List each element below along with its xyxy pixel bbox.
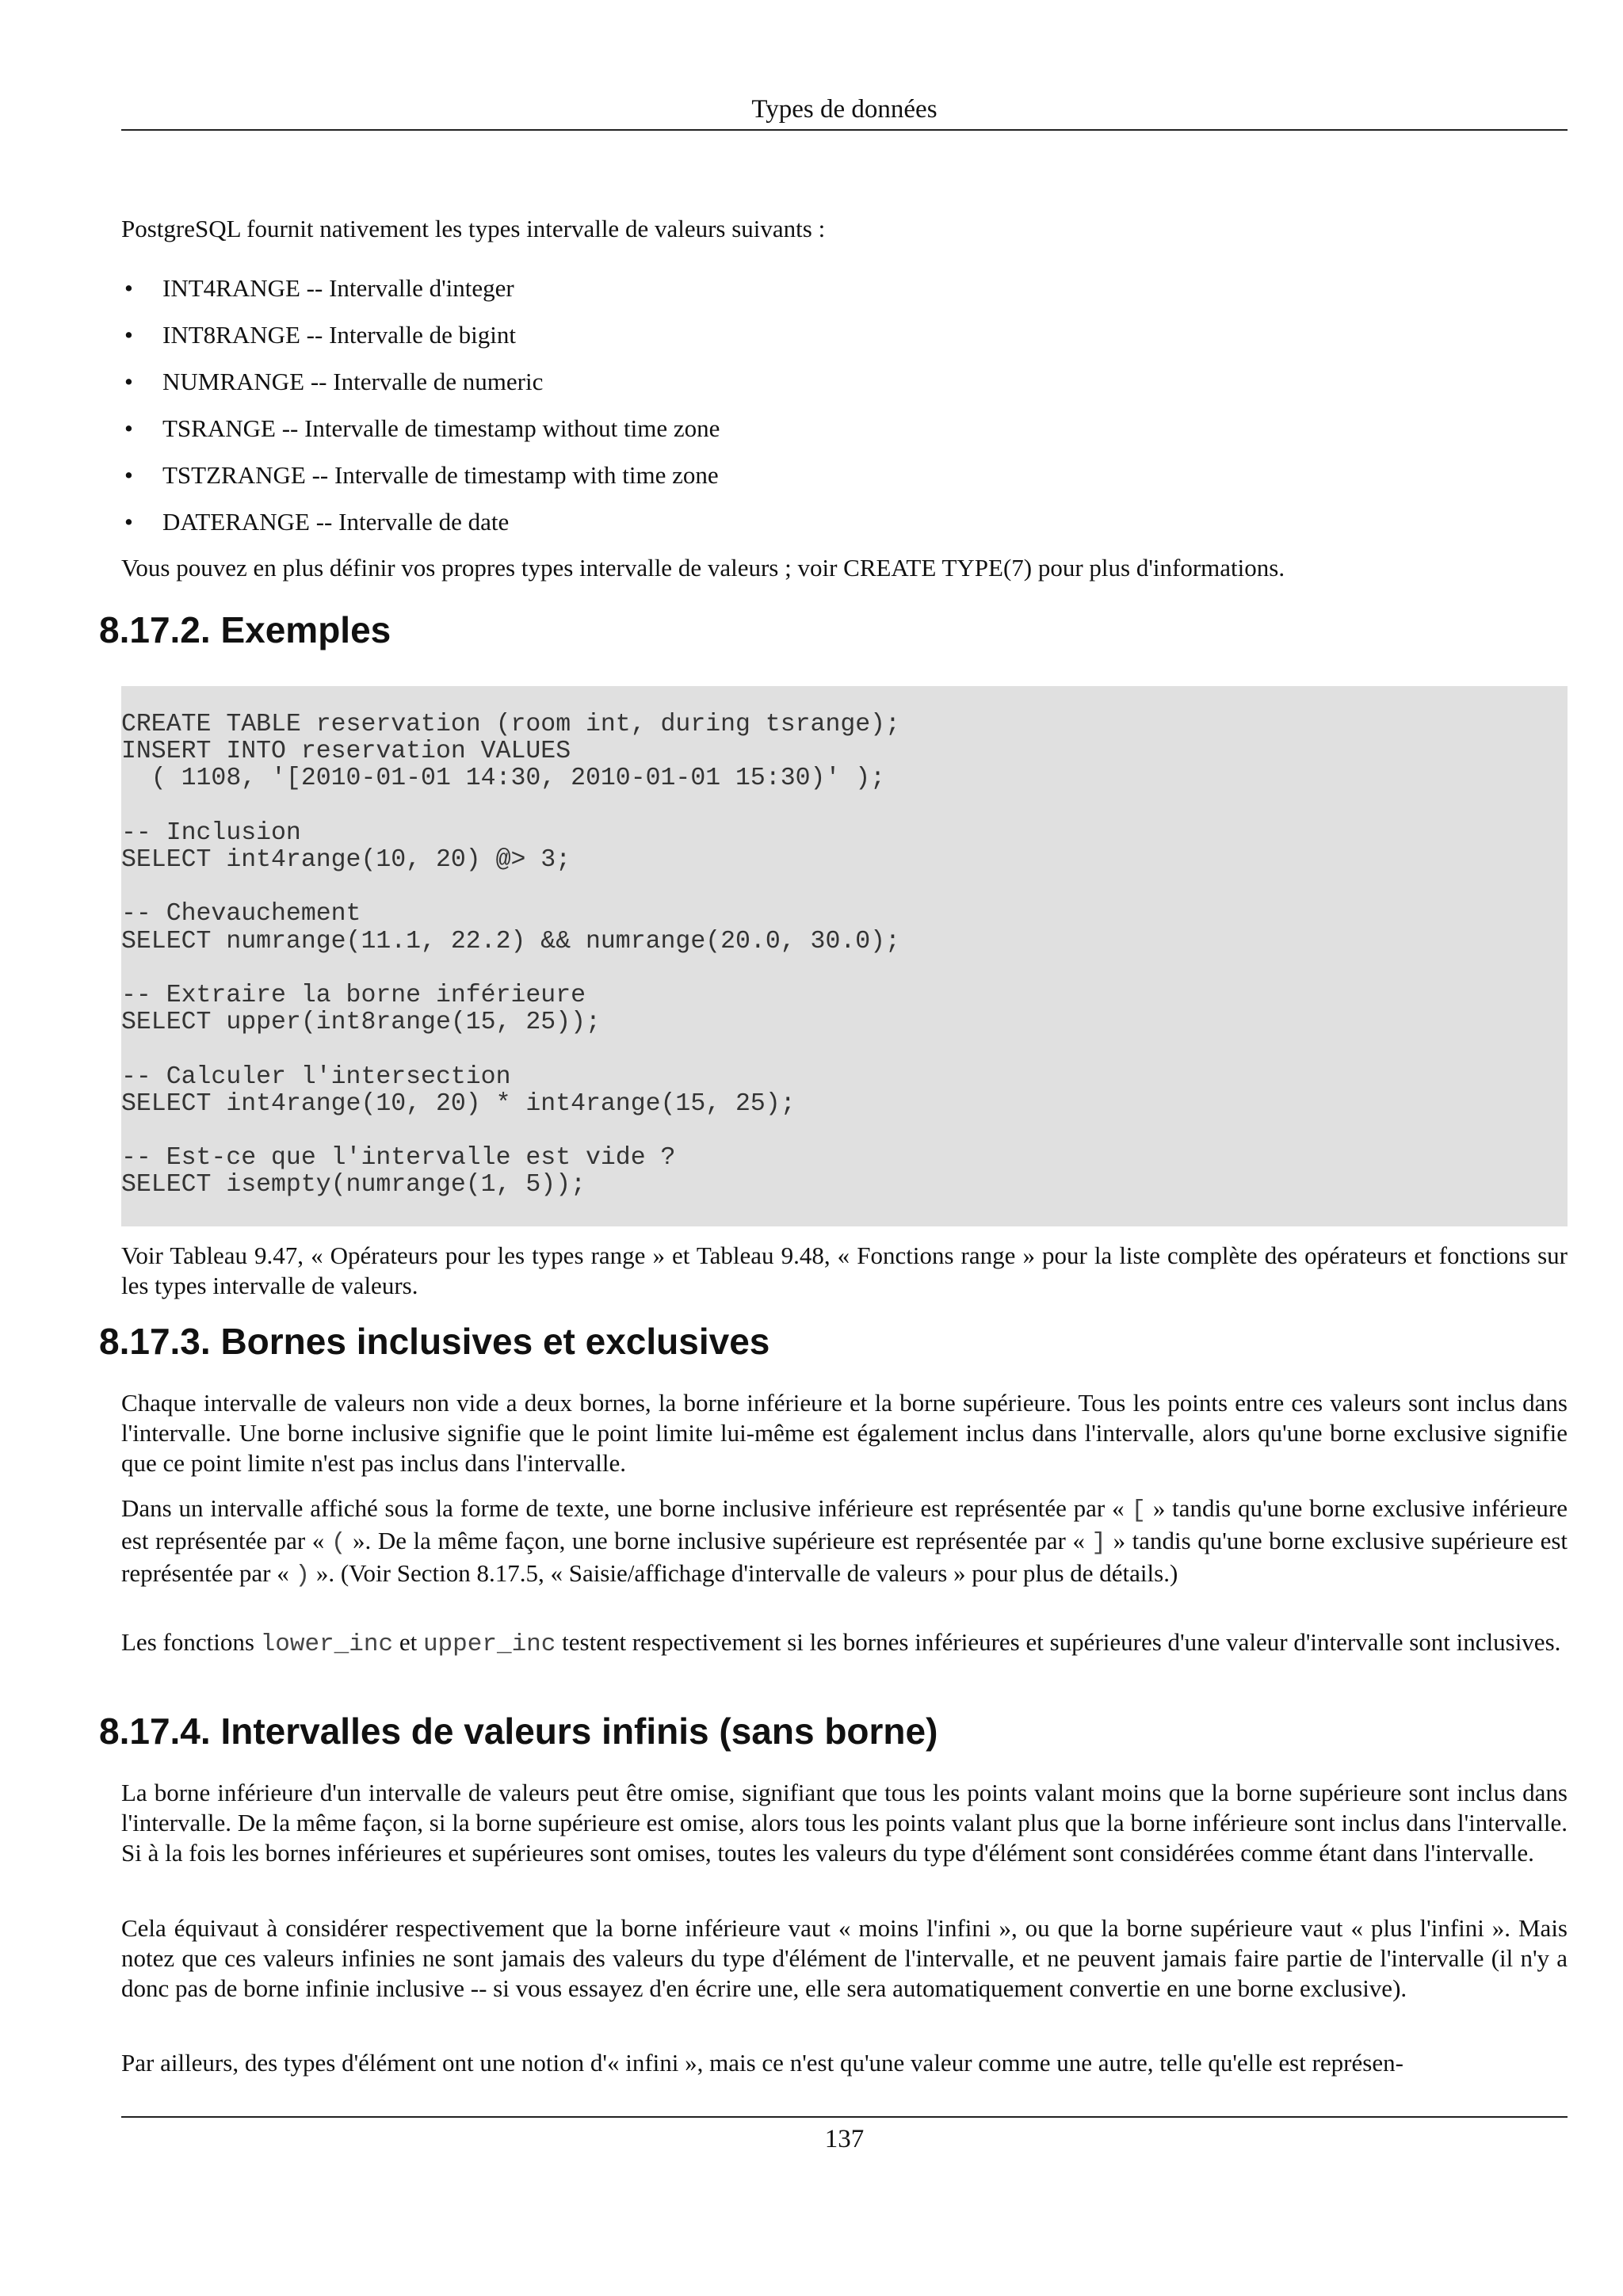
list-item bbox=[121, 460, 1568, 507]
list-item bbox=[121, 367, 1568, 414]
list-item bbox=[121, 273, 1568, 320]
bullet-icon: • bbox=[124, 414, 133, 442]
infinite-paragraph-3: Par ailleurs, des types d'élément ont une notion d'« infini », mais ce n'est qu'une valeur comme une autre, telle qu'elle est représen- bbox=[121, 2049, 1403, 2077]
document-page bbox=[99, 0, 1568, 2296]
running-header: Types de données bbox=[751, 95, 938, 124]
list-item-text: DATERANGE -- Intervalle de date bbox=[162, 508, 510, 536]
list-item bbox=[121, 320, 1568, 367]
list-item-text: TSTZRANGE -- Intervalle de timestamp with time zone bbox=[162, 461, 719, 489]
code-example-block bbox=[121, 686, 1568, 1226]
list-item-text: INT8RANGE -- Intervalle de bigint bbox=[162, 321, 516, 349]
bounds-paragraph-1: Chaque intervalle de valeurs non vide a deux bornes, la borne inférieure et la borne supérieure. Tous les points entre ces valeurs sont inclus dans l'intervalle. Une borne inclusive signifie que le point limite lui-même est également inclus dans l'intervalle, alors qu'une borne exclusive signifie que ce point limite n'est pas inclus dans l'intervalle. bbox=[121, 1389, 1568, 1477]
inline-code: ( bbox=[330, 1529, 346, 1557]
bounds-paragraph-2: Dans un intervalle affiché sous la forme de texte, une borne inclusive inférieure est représentée par « [ » tandis qu'une borne exclusive inférieure est représentée par « ( ». De la même façon, une borne inclusive supérieure est représentée par « ] » tandis qu'une borne exclusive supérieure est représentée par « ) ». (Voir Section 8.17.5, « Saisie/affichage d'intervalle de valeurs » pour plus de détails.) bbox=[121, 1494, 1568, 1589]
custom-types-note: Vous pouvez en plus définir vos propres types intervalle de valeurs ; voir CREATE TYPE(7) pour plus d'informations. bbox=[121, 554, 1285, 582]
page-number: 137 bbox=[824, 2125, 865, 2153]
inline-code: ) bbox=[295, 1562, 311, 1589]
range-types-list bbox=[121, 273, 1568, 554]
list-item bbox=[121, 414, 1568, 460]
code-listing: CREATE TABLE reservation (room int, during tsrange); INSERT INTO reservation VALUES ( 1108, '[2010-01-01 14:30, 2010-01-01 15:30)' ); -- Inclusion SELECT int4range(10, 20) @> 3; -- Chevauchement SELECT numrange(11.1, 22.2) && numrange(20.0, 30.0); -- Extraire la borne inférieure SELECT upper(int8range(15, 25)); -- Calculer l'intersection SELECT int4range(10, 20) * int4range(15, 25); -- Est-ce que l'intervalle est vide ? SELECT isempty(numrange(1, 5)); bbox=[121, 711, 900, 1199]
section-heading-infinis: 8.17.4. Intervalles de valeurs infinis (sans borne) bbox=[99, 1711, 938, 1752]
list-item-text: INT4RANGE -- Intervalle d'integer bbox=[162, 274, 514, 302]
inline-code: lower_inc bbox=[260, 1630, 394, 1658]
intro-paragraph: PostgreSQL fournit nativement les types intervalle de valeurs suivants : bbox=[121, 215, 826, 242]
bullet-icon: • bbox=[124, 461, 133, 489]
footer-rule bbox=[121, 2116, 1568, 2118]
bounds-paragraph-3: Les fonctions lower_inc et upper_inc testent respectivement si les bornes inférieures et supérieures d'une valeur d'intervalle sont inclusives. bbox=[121, 1628, 1561, 1658]
infinite-paragraph-1: La borne inférieure d'un intervalle de valeurs peut être omise, signifiant que tous les points valant moins que la borne supérieure sont inclus dans l'intervalle. De la même façon, si la borne supérieure est omise, alors tous les points valant plus que la borne inférieure sont inclus dans l'intervalle. Si à la fois les bornes inférieures et supérieures sont omises, toutes les valeurs du type d'élément sont considérées comme étant dans l'intervalle. bbox=[121, 1779, 1568, 1867]
inline-code: upper_inc bbox=[422, 1630, 556, 1658]
inline-code: [ bbox=[1131, 1497, 1147, 1524]
operators-reference-paragraph: Voir Tableau 9.47, « Opérateurs pour les types range » et Tableau 9.48, « Fonctions range » pour la liste complète des opérateurs et fonctions sur les types intervalle de valeurs. bbox=[121, 1241, 1568, 1299]
bullet-icon: • bbox=[124, 368, 133, 395]
list-item-text: TSRANGE -- Intervalle de timestamp without time zone bbox=[162, 414, 720, 442]
section-heading-exemples: 8.17.2. Exemples bbox=[99, 609, 391, 650]
section-heading-bornes: 8.17.3. Bornes inclusives et exclusives bbox=[99, 1321, 770, 1362]
list-item-text: NUMRANGE -- Intervalle de numeric bbox=[162, 368, 544, 395]
bullet-icon: • bbox=[124, 274, 133, 302]
bullet-icon: • bbox=[124, 321, 133, 349]
bullet-icon: • bbox=[124, 508, 133, 536]
infinite-paragraph-2: Cela équivaut à considérer respectivement que la borne inférieure vaut « moins l'infini », ou que la borne supérieure vaut « plus l'infini ». Mais notez que ces valeurs infinies ne sont jamais des valeurs du type d'élément de l'intervalle, et ne peuvent jamais faire partie de l'intervalle (il n'y a donc pas de borne infinie inclusive -- si vous essayez d'en écrire une, elle sera automatiquement convertie en une borne exclusive). bbox=[121, 1914, 1568, 2002]
inline-code: ] bbox=[1091, 1529, 1107, 1557]
header-rule bbox=[121, 129, 1568, 131]
list-item bbox=[121, 507, 1568, 554]
